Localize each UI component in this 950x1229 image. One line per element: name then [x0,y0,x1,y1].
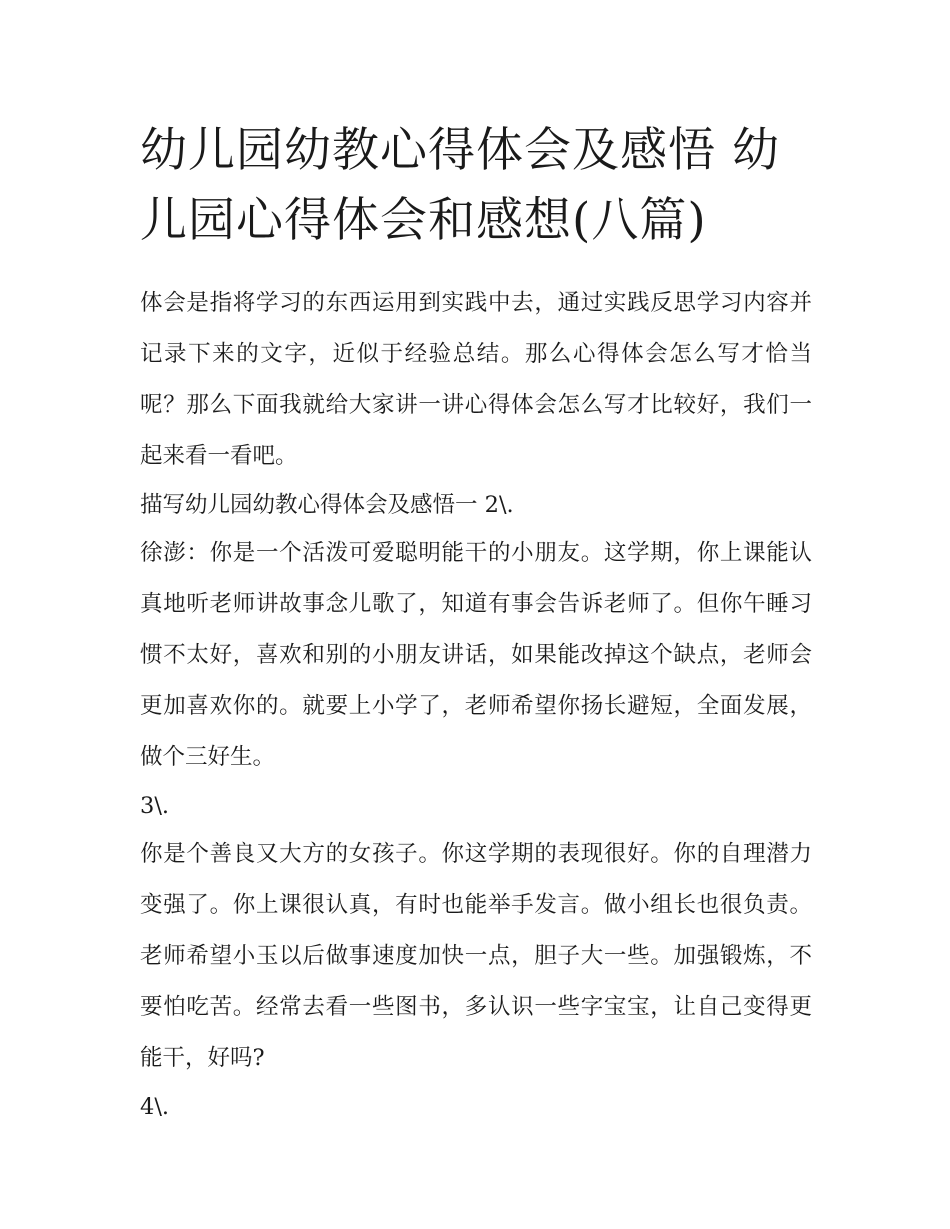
item-number: 3\. [140,793,170,819]
comment-paragraph: 徐澎：你是一个活泼可爱聪明能干的小朋友。这学期，你上课能认真地听老师讲故事念儿歌了，知道有事会告诉老师了。但你午睡习惯不太好，喜欢和别的小朋友讲话，如果能改掉这个缺点，老师会更加喜欢你的。就要上小学了，老师希望你扬长避短，全面发展，做个三好生。 [140,540,812,770]
document-body [140,278,812,1130]
section-heading: 描写幼儿园幼教心得体会及感悟一 2\. [140,492,514,518]
comment-paragraph: 你是个善良又大方的女孩子。你这学期的表现很好。你的自理潜力变强了。你上课很认真，有时也能举手发言。做小组长也很负责。老师希望小玉以后做事速度加快一点，胆子大一些。加强锻炼，不要怕吃苦。经常去看一些图书，多认识一些字宝宝，让自己变得更能干，好吗? [140,841,812,1071]
intro-paragraph: 体会是指将学习的东西运用到实践中去，通过实践反思学习内容并记录下来的文字，近似于经验总结。那么心得体会怎么写才恰当呢？那么下面我就给大家讲一讲心得体会怎么写才比较好，我们一起来看一看吧。 [140,290,812,469]
document-page [140,116,812,1130]
document-title: 幼儿园幼教心得体会及感悟 幼儿园心得体会和感想(八篇) [140,123,780,248]
item-number: 4\. [140,1094,170,1120]
